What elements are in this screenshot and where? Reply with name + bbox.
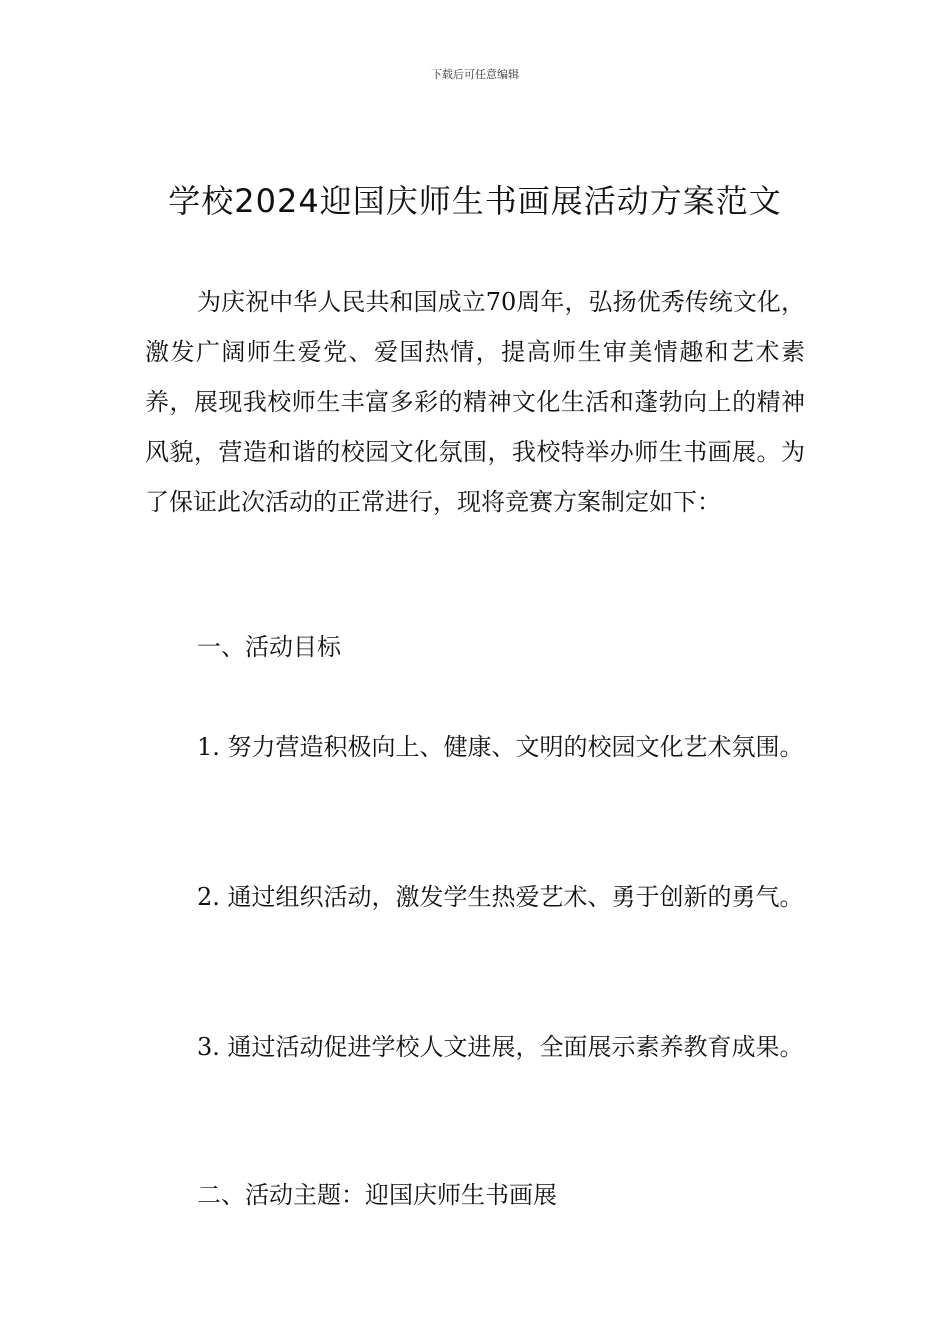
section-heading-goals: 一、活动目标: [197, 633, 341, 661]
goal-item-1: 1. 努力营造积极向上、健康、文明的校园文化艺术氛围。: [197, 733, 804, 761]
section-heading-theme: 二、活动主题：迎国庆师生书画展: [197, 1181, 557, 1209]
goal-item-3: 3. 通过活动促进学校人文进展，全面展示素养教育成果。: [197, 1033, 804, 1061]
document-title: 学校2024迎国庆师生书画展活动方案范文: [168, 182, 782, 220]
intro-paragraph: 为庆祝中华人民共和国成立70周年，弘扬优秀传统文化，激发广阔师生爱党、爱国热情，提高师生审美情趣和艺术素养，展现我校师生丰富多彩的精神文化生活和蓬勃向上的精神风貌，营造和谐的校园文化氛围，我校特举办师生书画展。为了保证此次活动的正常进行，现将竞赛方案制定如下：: [145, 288, 805, 516]
goal-item-2: 2. 通过组织活动，激发学生热爱艺术、勇于创新的勇气。: [197, 883, 804, 911]
header-note: 下载后可任意编辑: [431, 68, 519, 81]
